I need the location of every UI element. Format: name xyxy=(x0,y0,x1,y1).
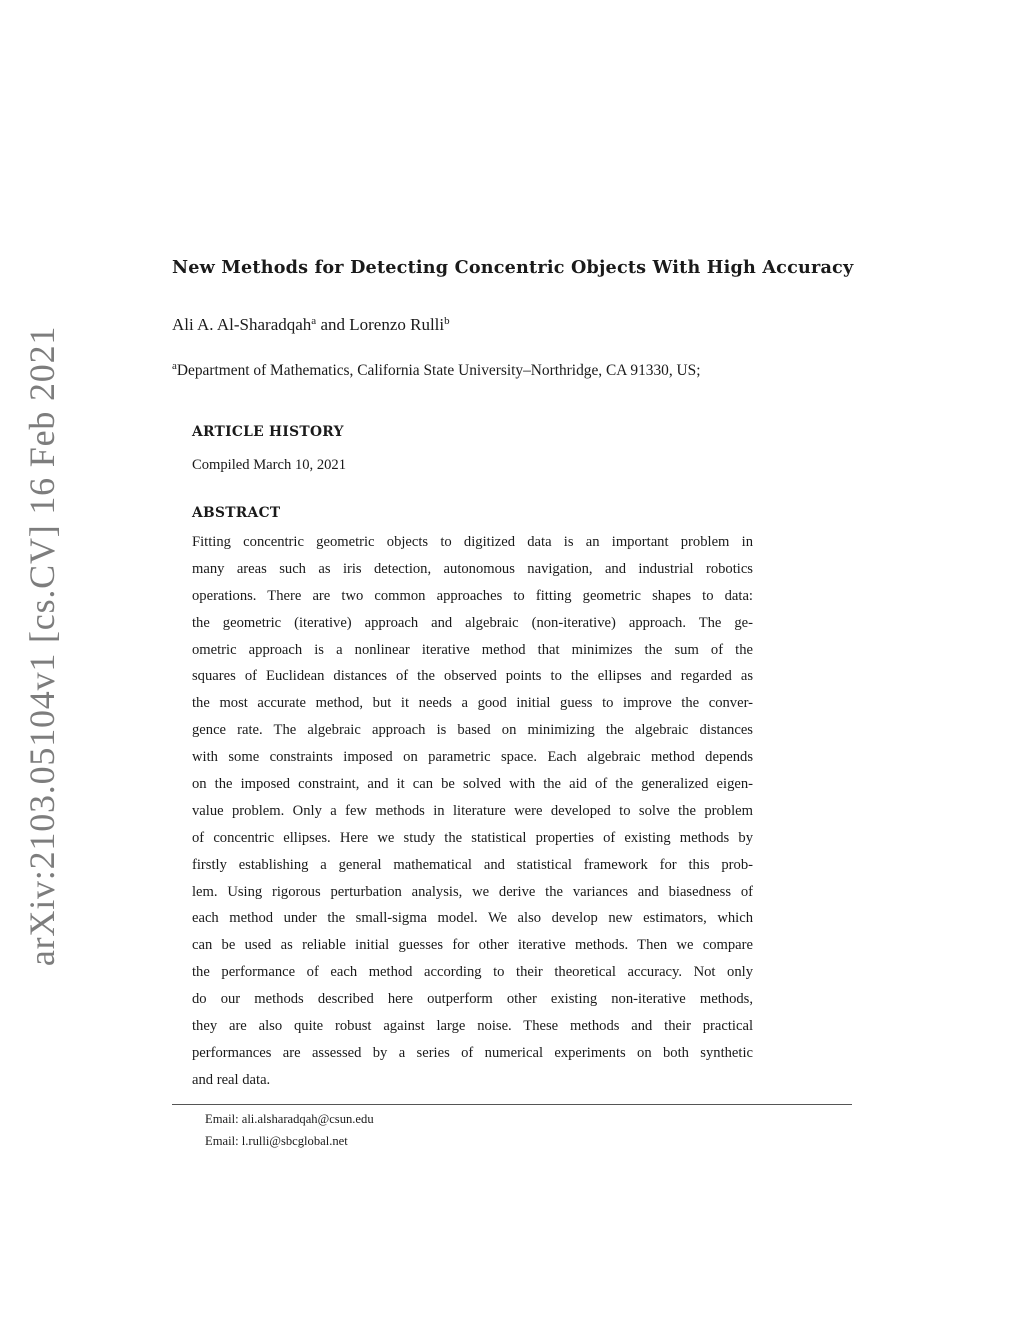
abstract-line: the most accurate method, but it needs a good initial guess to improve the conver- xyxy=(192,695,753,712)
paper-title: New Methods for Detecting Concentric Objects With High Accuracy xyxy=(172,257,854,278)
author-name: Ali A. Al-Sharadqah xyxy=(172,315,312,334)
affiliation-text: Department of Mathematics, California State University–Northridge, CA 91330, US; xyxy=(176,362,701,379)
abstract-line: they are also quite robust against large noise. These methods and their practical xyxy=(192,1018,753,1035)
abstract-line: many areas such as iris detection, autonomous navigation, and industrial robotics xyxy=(192,560,753,577)
footnote-email-second-author: Email: l.rulli@sbcglobal.net xyxy=(205,1134,348,1148)
author-joiner: and xyxy=(316,315,350,334)
abstract-text xyxy=(192,529,753,1094)
affiliation-mark: a xyxy=(172,360,177,372)
abstract-line: Fitting concentric geometric objects to digitized data is an important problem in xyxy=(192,534,753,550)
author-list xyxy=(172,315,450,335)
abstract-line: gence rate. The algebraic approach is based on minimizing the algebraic distances xyxy=(192,722,753,739)
author-name: Lorenzo Rulli xyxy=(349,315,445,334)
abstract-heading: ABSTRACT xyxy=(192,505,281,521)
abstract-line: on the imposed constraint, and it can be solved with the aid of the generalized eigen- xyxy=(192,776,753,793)
abstract-line: the performance of each method according to their theoretical accuracy. Not only xyxy=(192,964,753,981)
footnote-divider xyxy=(172,1104,852,1105)
author-affiliation-mark: b xyxy=(444,315,450,327)
abstract-line: and real data. xyxy=(192,1071,271,1088)
arxiv-identifier-stamp xyxy=(22,325,62,967)
abstract-line: squares of Euclidean distances of the observed points to the ellipses and regarded as xyxy=(192,668,753,685)
article-history-heading: ARTICLE HISTORY xyxy=(192,424,344,440)
abstract-line: do our methods described here outperform other existing non-iterative methods, xyxy=(192,991,753,1008)
footnote-email-first-author: Email: ali.alsharadqah@csun.edu xyxy=(205,1112,374,1126)
author-affiliation-mark: a xyxy=(311,315,317,327)
abstract-line: each method under the small-sigma model. We also develop new estimators, which xyxy=(192,910,753,927)
abstract-line: firstly establishing a general mathematical and statistical framework for this prob- xyxy=(192,856,753,873)
compiled-date: Compiled March 10, 2021 xyxy=(192,457,347,473)
abstract-line: with some constraints imposed on parametric space. Each algebraic method depends xyxy=(192,749,753,766)
abstract-line: value problem. Only a few methods in literature were developed to solve the problem xyxy=(192,802,753,819)
abstract-line: of concentric ellipses. Here we study the statistical properties of existing methods by xyxy=(192,829,753,846)
abstract-line: can be used as reliable initial guesses for other iterative methods. Then we compare xyxy=(192,937,753,954)
affiliation xyxy=(172,362,701,380)
abstract-line: operations. There are two common approaches to fitting geometric shapes to data: xyxy=(192,587,753,604)
abstract-line: lem. Using rigorous perturbation analysis, we derive the variances and biasedness of xyxy=(192,883,753,900)
arxiv-identifier-text: arXiv:2103.05104v1 [cs.CV] 16 Feb 2021 xyxy=(22,325,62,967)
abstract-line: performances are assessed by a series of numerical experiments on both synthetic xyxy=(192,1044,753,1061)
abstract-line: ometric approach is a nonlinear iterative method that minimizes the sum of the xyxy=(192,641,753,658)
abstract-line: the geometric (iterative) approach and algebraic (non-iterative) approach. The ge- xyxy=(192,614,753,631)
